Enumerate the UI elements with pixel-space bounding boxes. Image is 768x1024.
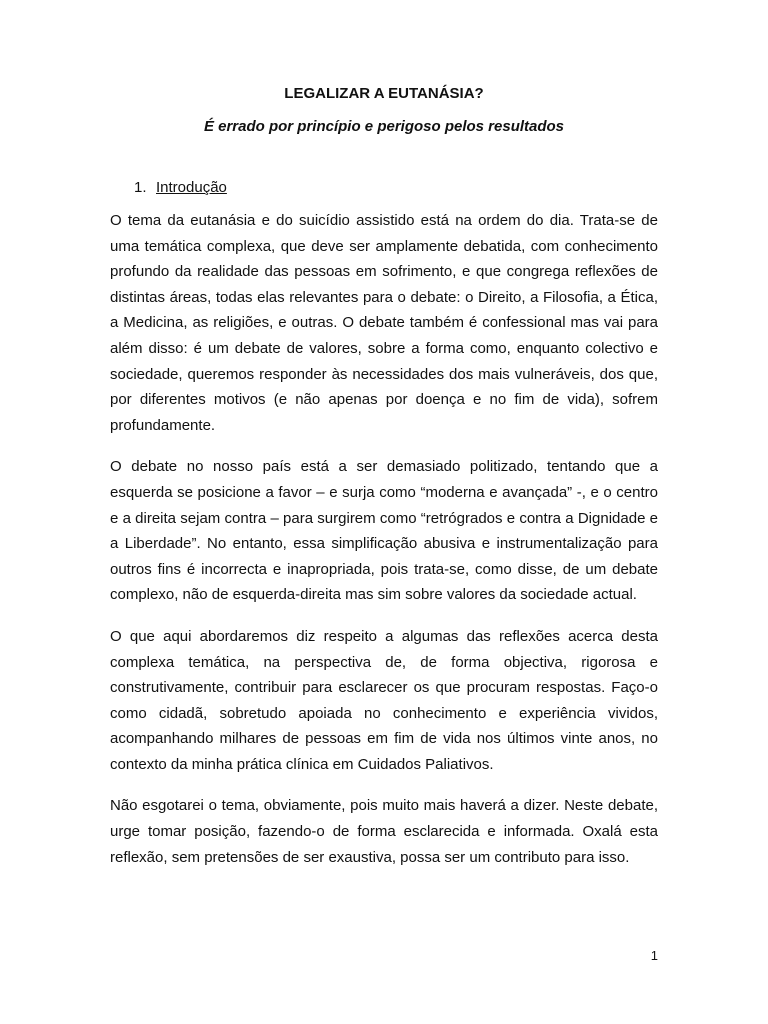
body-paragraph: O que aqui abordaremos diz respeito a algumas das reflexões acerca desta complexa temática, na perspectiva de, de forma objectiva, rigorosa e construtivamente, contribuir para esclarecer os que procuram respostas. Faço-o como cidadã, sobretudo apoiada no conhecimento e experiência vividos, acompanhando milhares de pessoas em fim de vida nos últimos vinte anos, no contexto da minha prática clínica em Cuidados Paliativos. <box>110 627 658 773</box>
document-title: LEGALIZAR A EUTANÁSIA? <box>284 85 484 102</box>
document-body <box>110 208 658 886</box>
body-paragraph: Não esgotarei o tema, obviamente, pois muito mais haverá a dizer. Neste debate, urge tomar posição, fazendo-o de forma esclarecida e informada. Oxalá esta reflexão, sem pretensões de ser exaustiva, possa ser um contributo para isso. <box>110 797 658 866</box>
document-subtitle: É errado por princípio e perigoso pelos resultados <box>203 118 565 135</box>
section-heading <box>134 178 227 198</box>
section-heading-text: Introdução <box>156 179 227 196</box>
body-paragraph: O tema da eutanásia e do suicídio assistido está na ordem do dia. Trata-se de uma temática complexa, que deve ser amplamente debatida, com conhecimento profundo da realidade das pessoas em sofrimento, e que congrega reflexões de distintas áreas, todas elas relevantes para o debate: o Direito, a Filosofia, a Ética, a Medicina, as religiões, e outras. O debate também é confessional mas vai para além disso: é um debate de valores, sobre a forma como, enquanto colectivo e sociedade, queremos responder às necessidades dos mais vulneráveis, dos que, por diferentes motivos (e não apenas por doença e no fim de vida), sofrem profundamente. <box>110 212 658 434</box>
section-number: 1. <box>134 179 147 196</box>
page-number: 1 <box>650 948 658 963</box>
body-paragraph: O debate no nosso país está a ser demasiado politizado, tentando que a esquerda se posicione a favor – e surja como “moderna e avançada” -, e o centro e a direita sejam contra – para surgirem como “retrógrados e contra a Dignidade e a Liberdade”. No entanto, essa simplificação abusiva e instrumentalização para outros fins é incorrecta e inapropriada, pois trata-se, como disse, de um debate complexo, não de esquerda-direita mas sim sobre valores da sociedade actual. <box>110 458 658 604</box>
